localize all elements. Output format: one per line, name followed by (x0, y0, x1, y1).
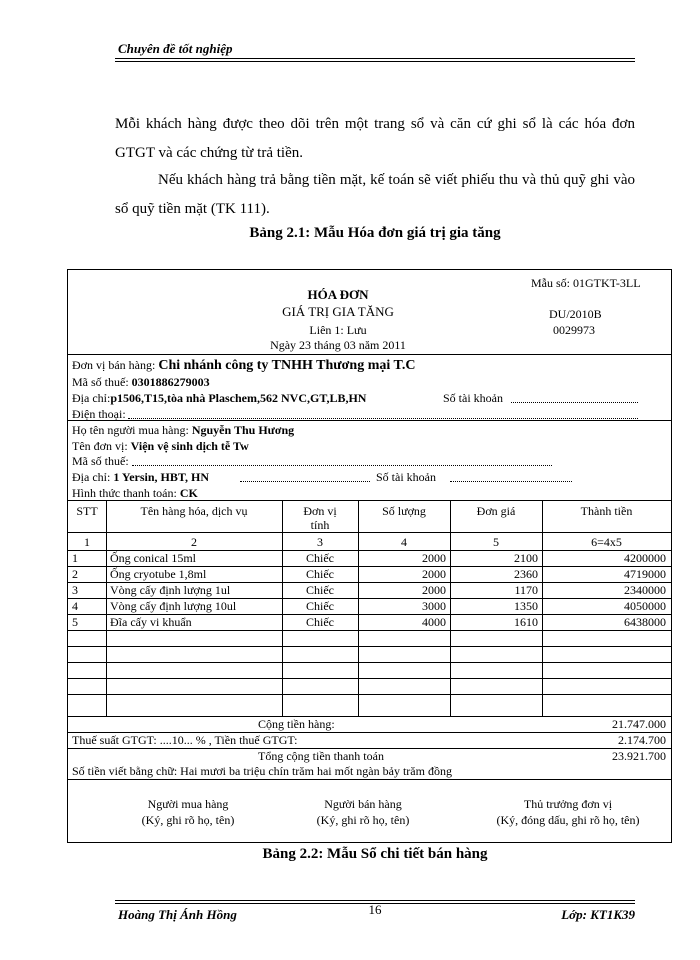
invoice-subtitle: GIÁ TRỊ GIA TĂNG (282, 304, 394, 319)
buyer-address: 1 Yersin, HBT, HN (113, 470, 209, 484)
seller-account-dots (511, 402, 638, 403)
idx-amount: 6=4x5 (591, 535, 622, 549)
seller-tax-label: Mã số thuế: (72, 375, 129, 389)
buyer-label: Họ tên người mua hàng: (72, 423, 189, 437)
rule (68, 678, 671, 679)
col-name: Tên hàng hóa, dịch vụ (140, 504, 248, 518)
invoice-copy: Liên 1: Lưu (309, 323, 367, 337)
buyer-account-dots (450, 481, 572, 482)
footer-class: Lớp: KT1K39 (561, 907, 635, 922)
row-price: 1610 (514, 615, 538, 629)
row-amount: 2340000 (624, 583, 666, 597)
vat-row (72, 733, 297, 747)
table-caption-1: Bảng 2.1: Mẫu Hóa đơn giá trị gia tăng (249, 225, 501, 241)
rule (68, 420, 671, 421)
col-amount: Thành tiền (580, 504, 633, 518)
row-unit: Chiếc (306, 567, 334, 581)
col-line (106, 500, 107, 716)
rule (68, 646, 671, 647)
seller-address: p1506,T15,tòa nhà Plaschem,562 NVC,GT,LB,HN (110, 391, 367, 405)
amount-in-words: Hai mươi ba triệu chín trăm hai mốt ngàn bảy trăm đồng (180, 764, 452, 778)
row-price: 1350 (514, 599, 538, 613)
buyer-account-label: Số tài khoản (376, 470, 436, 484)
seller-label: Đơn vị bán hàng: (72, 358, 156, 372)
seller-signature-title: Người bán hàng (324, 797, 402, 811)
row-unit: Chiếc (306, 551, 334, 565)
paragraph-1: Mỗi khách hàng được theo dõi trên một trang sổ và căn cứ ghi sổ là các hóa đơn GTGT và các chứng từ trả tiền. (115, 116, 635, 161)
vat-rate-label: Thuế suất GTGT: (72, 733, 157, 747)
invoice-date: Ngày 23 tháng 03 năm 2011 (270, 338, 406, 352)
payment-row (72, 486, 198, 500)
row-stt: 3 (72, 583, 78, 597)
rule (68, 354, 671, 355)
row-amount: 4050000 (624, 599, 666, 613)
rule (68, 532, 671, 533)
amount-in-words-label: Số tiền viết bằng chữ: (72, 764, 178, 778)
invoice-series: DU/2010B (549, 307, 602, 321)
rule (68, 630, 671, 631)
seller-address-row (72, 391, 366, 405)
row-amount: 4719000 (624, 567, 666, 581)
row-unit: Chiếc (306, 599, 334, 613)
buyer-signature-title: Người mua hàng (147, 797, 229, 811)
col-unit-2: tính (310, 518, 330, 532)
idx-qty: 4 (401, 535, 407, 549)
subtotal-label: Cộng tiền hàng: (258, 717, 335, 731)
seller-phone-dots (128, 418, 638, 419)
seller-tax-row (72, 375, 210, 389)
invoice-form (67, 269, 672, 843)
header-rule-2 (115, 61, 635, 62)
row-qty: 2000 (422, 567, 446, 581)
seller-row (72, 358, 415, 373)
seller-address-label: Địa chỉ: (72, 391, 111, 405)
payment-method: CK (179, 486, 198, 500)
row-name: Ống cryotube 1,8ml (110, 567, 207, 581)
idx-name: 2 (191, 535, 197, 549)
vat-value: 2.174.700 (618, 733, 666, 747)
running-header: Chuyên đề tốt nghiệp (118, 41, 233, 56)
idx-stt: 1 (84, 535, 90, 549)
footer-rule (115, 900, 635, 901)
col-price: Đơn giá (476, 504, 516, 518)
buyer-unit-row (72, 439, 249, 453)
buyer-signature-note: (Ký, ghi rõ họ, tên) (141, 813, 235, 827)
buyer-tax-dots (132, 465, 552, 466)
seller-tax: 0301886279003 (131, 375, 210, 389)
page-number: 16 (368, 902, 382, 917)
footer-author: Hoàng Thị Ánh Hồng (118, 907, 237, 922)
total-value: 23.921.700 (612, 749, 666, 763)
seller-signature-note: (Ký, ghi rõ họ, tên) (316, 813, 410, 827)
buyer-unit-label: Tên đơn vị: (72, 439, 128, 453)
row-unit: Chiếc (306, 583, 334, 597)
form-number: Mẫu số: 01GTKT-3LL (531, 276, 641, 290)
rule (68, 694, 671, 695)
rule (68, 500, 671, 501)
row-qty: 4000 (422, 615, 446, 629)
payment-label: Hình thức thanh toán: (72, 486, 177, 500)
row-price: 1170 (514, 583, 538, 597)
row-name: Đĩa cấy vi khuẩn (110, 615, 192, 629)
row-name: Ống conical 15ml (110, 551, 196, 565)
row-stt: 1 (72, 551, 78, 565)
subtotal-value: 21.747.000 (612, 717, 666, 731)
row-qty: 2000 (422, 551, 446, 565)
seller-phone-label: Điện thoại: (72, 407, 126, 421)
idx-unit: 3 (317, 535, 323, 549)
row-qty: 3000 (422, 599, 446, 613)
vat-label: , Tiền thuế GTGT: (208, 733, 298, 747)
head-signature-note: (Ký, đóng dấu, ghi rõ họ, tên) (496, 813, 640, 827)
head-signature-title: Thủ trưởng đơn vị (523, 797, 613, 811)
header-rule (115, 58, 635, 59)
rule (68, 662, 671, 663)
col-qty: Số lượng (382, 504, 426, 518)
idx-price: 5 (493, 535, 499, 549)
invoice-title: HÓA ĐƠN (307, 287, 369, 302)
row-stt: 5 (72, 615, 78, 629)
col-unit: Đơn vị (303, 504, 337, 518)
row-unit: Chiếc (306, 615, 334, 629)
row-price: 2100 (514, 551, 538, 565)
row-stt: 2 (72, 567, 78, 581)
invoice-number: 0029973 (553, 323, 595, 337)
buyer-address-row (72, 470, 209, 484)
row-price: 2360 (514, 567, 538, 581)
row-qty: 2000 (422, 583, 446, 597)
buyer-address-dots (240, 481, 370, 482)
row-amount: 6438000 (624, 615, 666, 629)
buyer-tax-label: Mã số thuế: (72, 454, 129, 468)
seller-name: Chi nhánh công ty TNHH Thương mại T.C (158, 358, 416, 373)
row-name: Vòng cấy định lượng 1ul (110, 583, 231, 597)
total-label: Tổng cộng tiền thanh toán (258, 749, 384, 763)
row-stt: 4 (72, 599, 78, 613)
seller-account-label: Số tài khoản (443, 391, 503, 405)
rule (68, 779, 671, 780)
table-caption-2: Bảng 2.2: Mẫu Sổ chi tiết bán hàng (262, 846, 488, 862)
buyer-row (72, 423, 294, 437)
vat-rate: ....10... % (159, 733, 206, 747)
buyer-name: Nguyễn Thu Hương (191, 423, 295, 437)
buyer-unit: Viện vệ sinh dịch tễ Tw (130, 439, 249, 453)
row-amount: 4200000 (624, 551, 666, 565)
row-name: Vòng cấy định lượng 10ul (110, 599, 237, 613)
buyer-address-label: Địa chỉ: (72, 470, 111, 484)
paragraph-2: Nếu khách hàng trả bằng tiền mặt, kế toán sẽ viết phiếu thu và thủ quỹ ghi vào sổ quỹ tiền mặt (TK 111). (115, 172, 635, 217)
amount-in-words-row (72, 764, 452, 778)
col-stt: STT (76, 504, 98, 518)
